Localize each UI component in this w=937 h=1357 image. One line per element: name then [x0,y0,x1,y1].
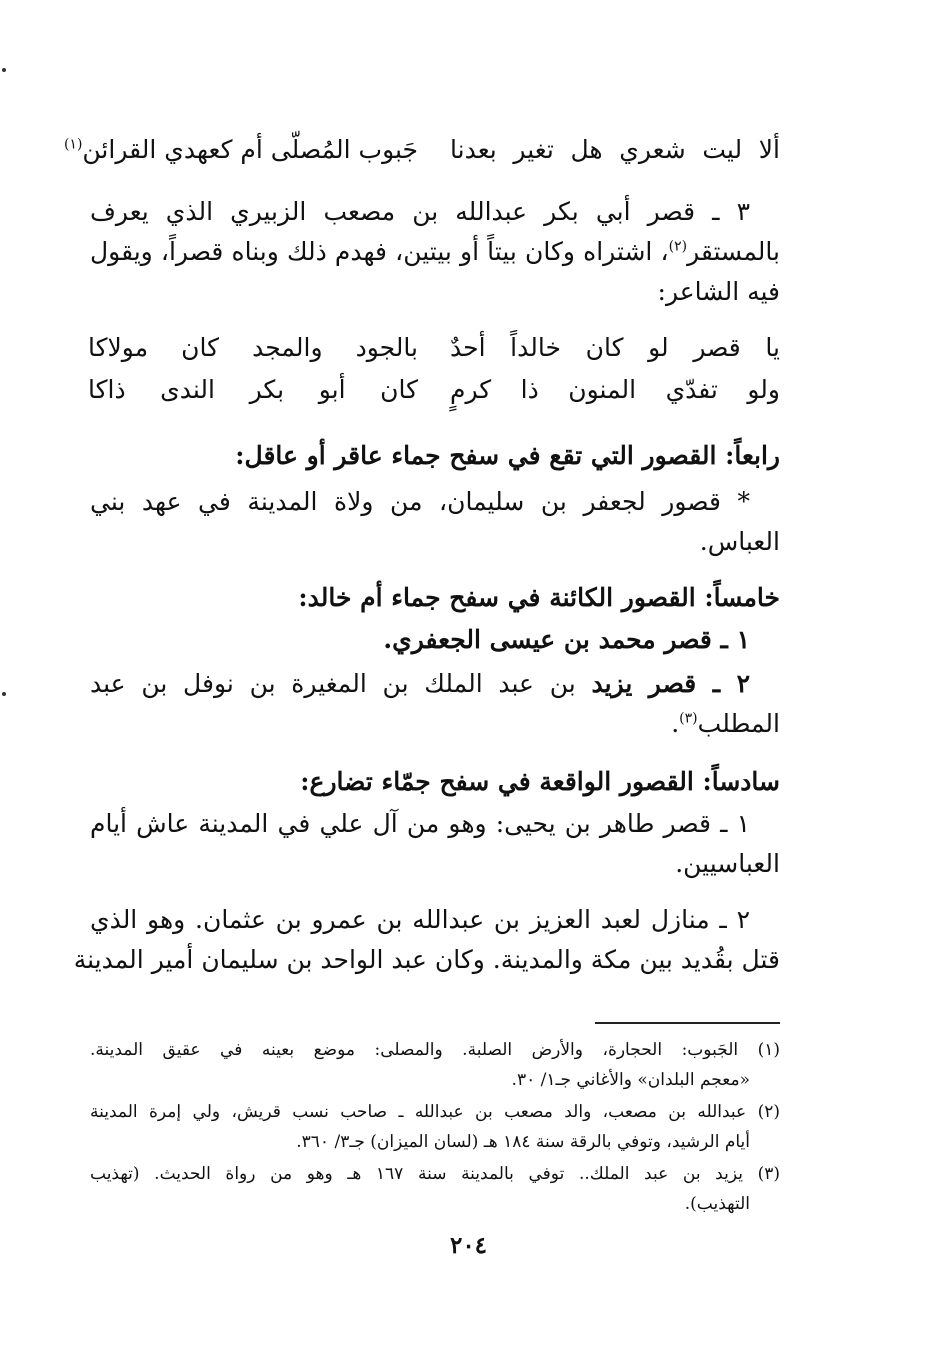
item-6-1-line-2: العباسيين. [675,849,780,878]
footnote-3-line-2: التهذيب). [684,1194,750,1214]
footnote-ref-3: (٣) [679,710,698,727]
heading-fourth: رابعاً: القصور التي تقع في سفح جماء عاقر أو عاقل: [235,441,780,470]
item-6-2-line-2: قتل بقُديد بين مكة والمدينة. وكان عبد الواحد بن سليمان أمير المدينة [73,945,780,974]
item-4-line-1: * قصور لجعفر بن سليمان، من ولاة المدينة في عهد بني [90,487,750,516]
item-5-2-muttalib: المطلب [697,709,780,738]
footnote-1-line-1: (١) الجَبوب: الحجارة، والأرض الصلبة. والمصلى: موضع بعينه في عقيق المدينة. [90,1040,780,1060]
verse-3-left-hemistich: كان أبو بكر الندى ذاكا [88,375,418,404]
verse-2-right-hemistich: يا قصر لو كان خالداً أحدٌ [450,333,780,362]
footnote-2-line-2: أيام الرشيد، وتوفي بالرقة سنة ١٨٤ هـ (لسان الميزان) جـ٣/ ٣٦٠. [296,1132,750,1152]
item-5-2-line-1 [90,664,780,704]
footnote-ref-2: (٢) [668,238,688,255]
verse-1-left-text: جَبوب المُصلّى أم كعهدي القرائن [82,135,418,164]
footnote-2-line-1: (٢) عبدالله بن مصعب، والد مصعب بن عبدالله ـ صاحب نسب قريش، ولي إمرة المدينة [90,1102,780,1122]
item-4-line-2: العباس. [699,527,780,556]
paragraph-3-line-2-rest: ، اشتراه وكان بيتاً أو بيتين، فهدم ذلك وبناه قصراً، ويقول [90,237,669,266]
footnote-separator [595,1022,780,1024]
verse-1-right-hemistich: ألا ليت شعري هل تغير بعدنا [450,135,780,164]
verse-1-left-hemistich [63,130,418,170]
item-5-2-bold-lead: ٢ ـ قصر يزيد [591,669,750,698]
item-6-2-line-1: ٢ ـ منازل لعبد العزيز بن عبدالله بن عمرو بن عثمان. وهو الذي [90,905,750,934]
heading-sixth: سادساً: القصور الواقعة في سفح جمّاء تضارع: [300,767,780,796]
scan-speck-middle [2,692,6,696]
verse-line-3 [90,370,780,410]
paragraph-3-line-2 [90,232,780,272]
verse-line-1 [63,130,780,170]
item-6-1-line-1: ١ ـ قصر طاهر بن يحيى: وهو من آل علي في المدينة عاش أيام [90,809,750,838]
footnote-ref-1: (١) [63,136,83,153]
item-5-2-period: . [671,709,680,738]
item-5-1: ١ ـ قصر محمد بن عيسى الجعفري. [383,625,750,654]
footnote-1-line-2: «معجم البلدان» والأغاني جـ١/ ٣٠. [511,1070,750,1090]
item-5-2-line-2 [90,704,780,744]
verse-line-2 [90,328,780,368]
item-5-2-rest: بن عبد الملك بن المغيرة بن نوفل بن عبد [90,669,592,698]
paragraph-3-line-1: ٣ ـ قصر أبي بكر عبدالله بن مصعب الزبيري الذي يعرف [90,197,750,226]
verse-3-right-hemistich: ولو تفدّي المنون ذا كرمٍ [450,375,780,404]
footnote-3-line-1: (٣) يزيد بن عبد الملك.. توفي بالمدينة سنة ١٦٧ هـ وهو من رواة الحديث. (تهذيب [90,1164,780,1184]
scan-speck-top [2,68,6,72]
page-number: ٢٠٤ [449,1232,488,1259]
heading-fifth: خامساً: القصور الكائنة في سفح جماء أم خالد: [298,583,780,612]
paragraph-3-line-3: فيه الشاعر: [657,277,780,306]
paragraph-3-mustaqar: بالمستقر [687,237,780,266]
verse-2-left-hemistich: بالجود والمجد كان مولاكا [88,333,418,362]
